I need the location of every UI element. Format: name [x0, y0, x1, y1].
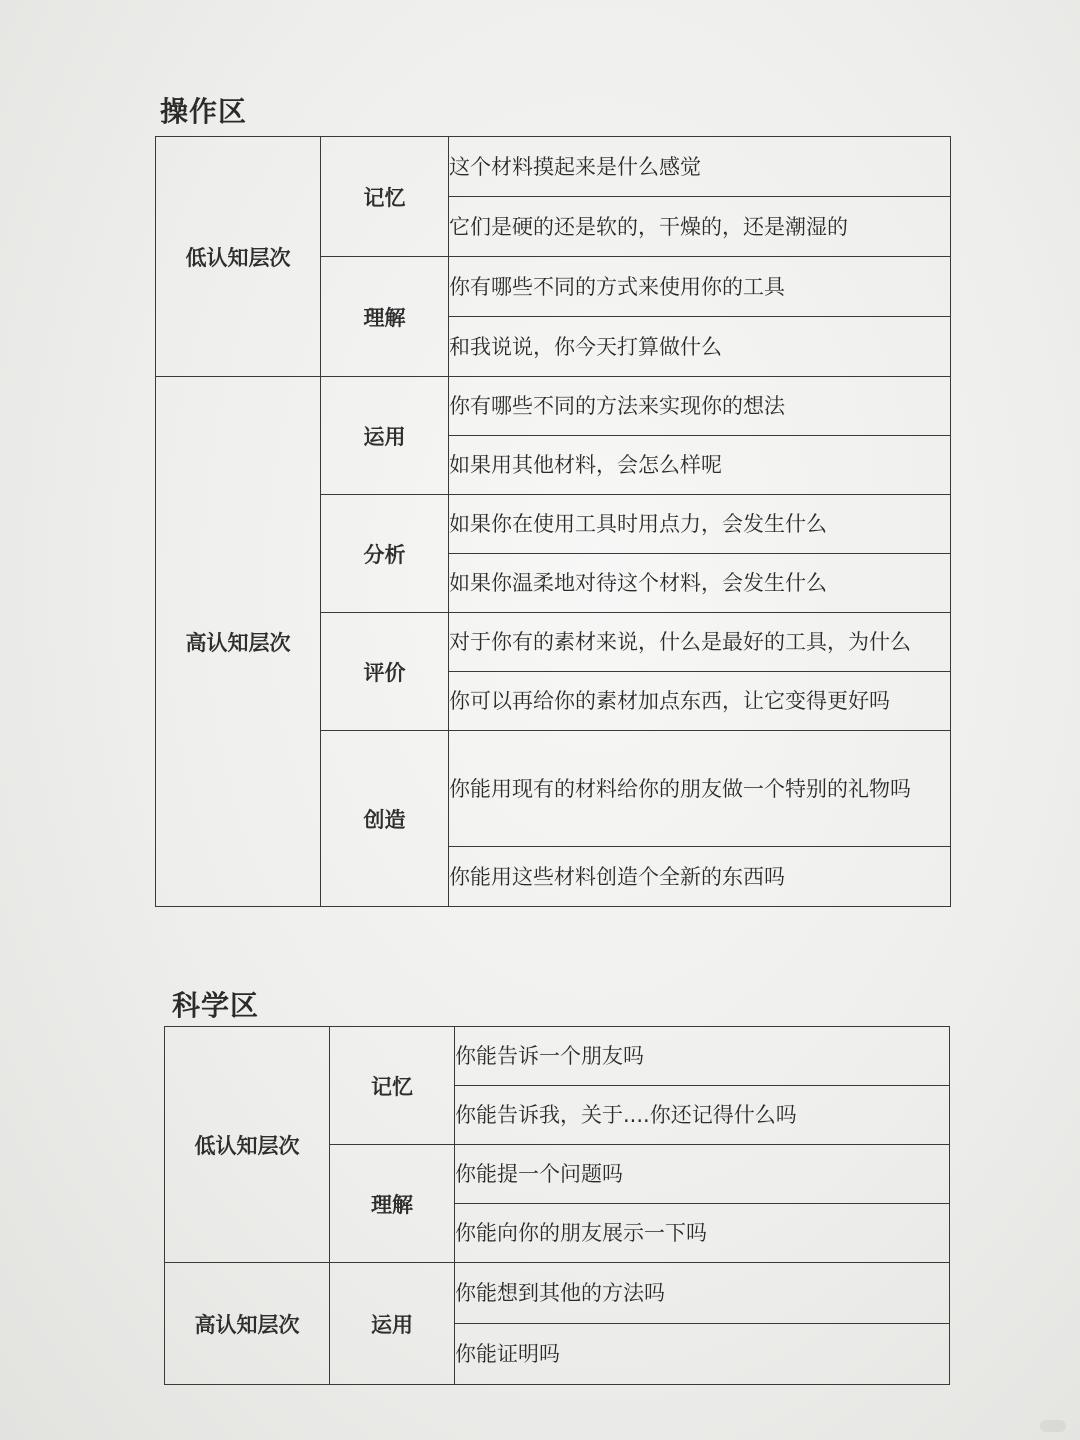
question-cell: 你可以再给你的素材加点东西，让它变得更好吗 — [449, 672, 951, 731]
question-cell: 它们是硬的还是软的，干燥的，还是潮湿的 — [449, 197, 951, 257]
question-cell: 你能向你的朋友展示一下吗 — [455, 1204, 950, 1263]
category-apply: 运用 — [321, 377, 449, 495]
question-cell: 和我说说，你今天打算做什么 — [449, 317, 951, 377]
category-apply: 运用 — [330, 1263, 455, 1385]
question-cell: 你能想到其他的方法吗 — [455, 1263, 950, 1324]
level-low: 低认知层次 — [165, 1027, 330, 1263]
question-cell: 这个材料摸起来是什么感觉 — [449, 137, 951, 197]
level-high: 高认知层次 — [156, 377, 321, 907]
section-title-science: 科学区 — [172, 989, 260, 1022]
question-cell: 对于你有的素材来说，什么是最好的工具，为什么 — [449, 613, 951, 672]
question-cell: 你能提一个问题吗 — [455, 1145, 950, 1204]
question-cell: 你能告诉一个朋友吗 — [455, 1027, 950, 1086]
question-cell: 你能用现有的材料给你的朋友做一个特别的礼物吗 — [449, 731, 951, 847]
operation-table — [155, 136, 951, 907]
question-cell: 你能用这些材料创造个全新的东西吗 — [449, 847, 951, 907]
question-cell: 如果你温柔地对待这个材料，会发生什么 — [449, 554, 951, 613]
category-understand: 理解 — [330, 1145, 455, 1263]
category-remember: 记忆 — [321, 137, 449, 257]
category-understand: 理解 — [321, 257, 449, 377]
category-remember: 记忆 — [330, 1027, 455, 1145]
question-cell: 你能证明吗 — [455, 1324, 950, 1385]
corner-mark — [1040, 1420, 1066, 1432]
science-table — [164, 1026, 950, 1385]
level-low: 低认知层次 — [156, 137, 321, 377]
category-analyze: 分析 — [321, 495, 449, 613]
category-evaluate: 评价 — [321, 613, 449, 731]
level-high: 高认知层次 — [165, 1263, 330, 1385]
category-create: 创造 — [321, 731, 449, 907]
section-title-operation: 操作区 — [160, 95, 248, 128]
question-cell: 如果你在使用工具时用点力，会发生什么 — [449, 495, 951, 554]
question-cell: 如果用其他材料，会怎么样呢 — [449, 436, 951, 495]
question-cell: 你有哪些不同的方式来使用你的工具 — [449, 257, 951, 317]
question-cell: 你能告诉我，关于....你还记得什么吗 — [455, 1086, 950, 1145]
question-cell: 你有哪些不同的方法来实现你的想法 — [449, 377, 951, 436]
